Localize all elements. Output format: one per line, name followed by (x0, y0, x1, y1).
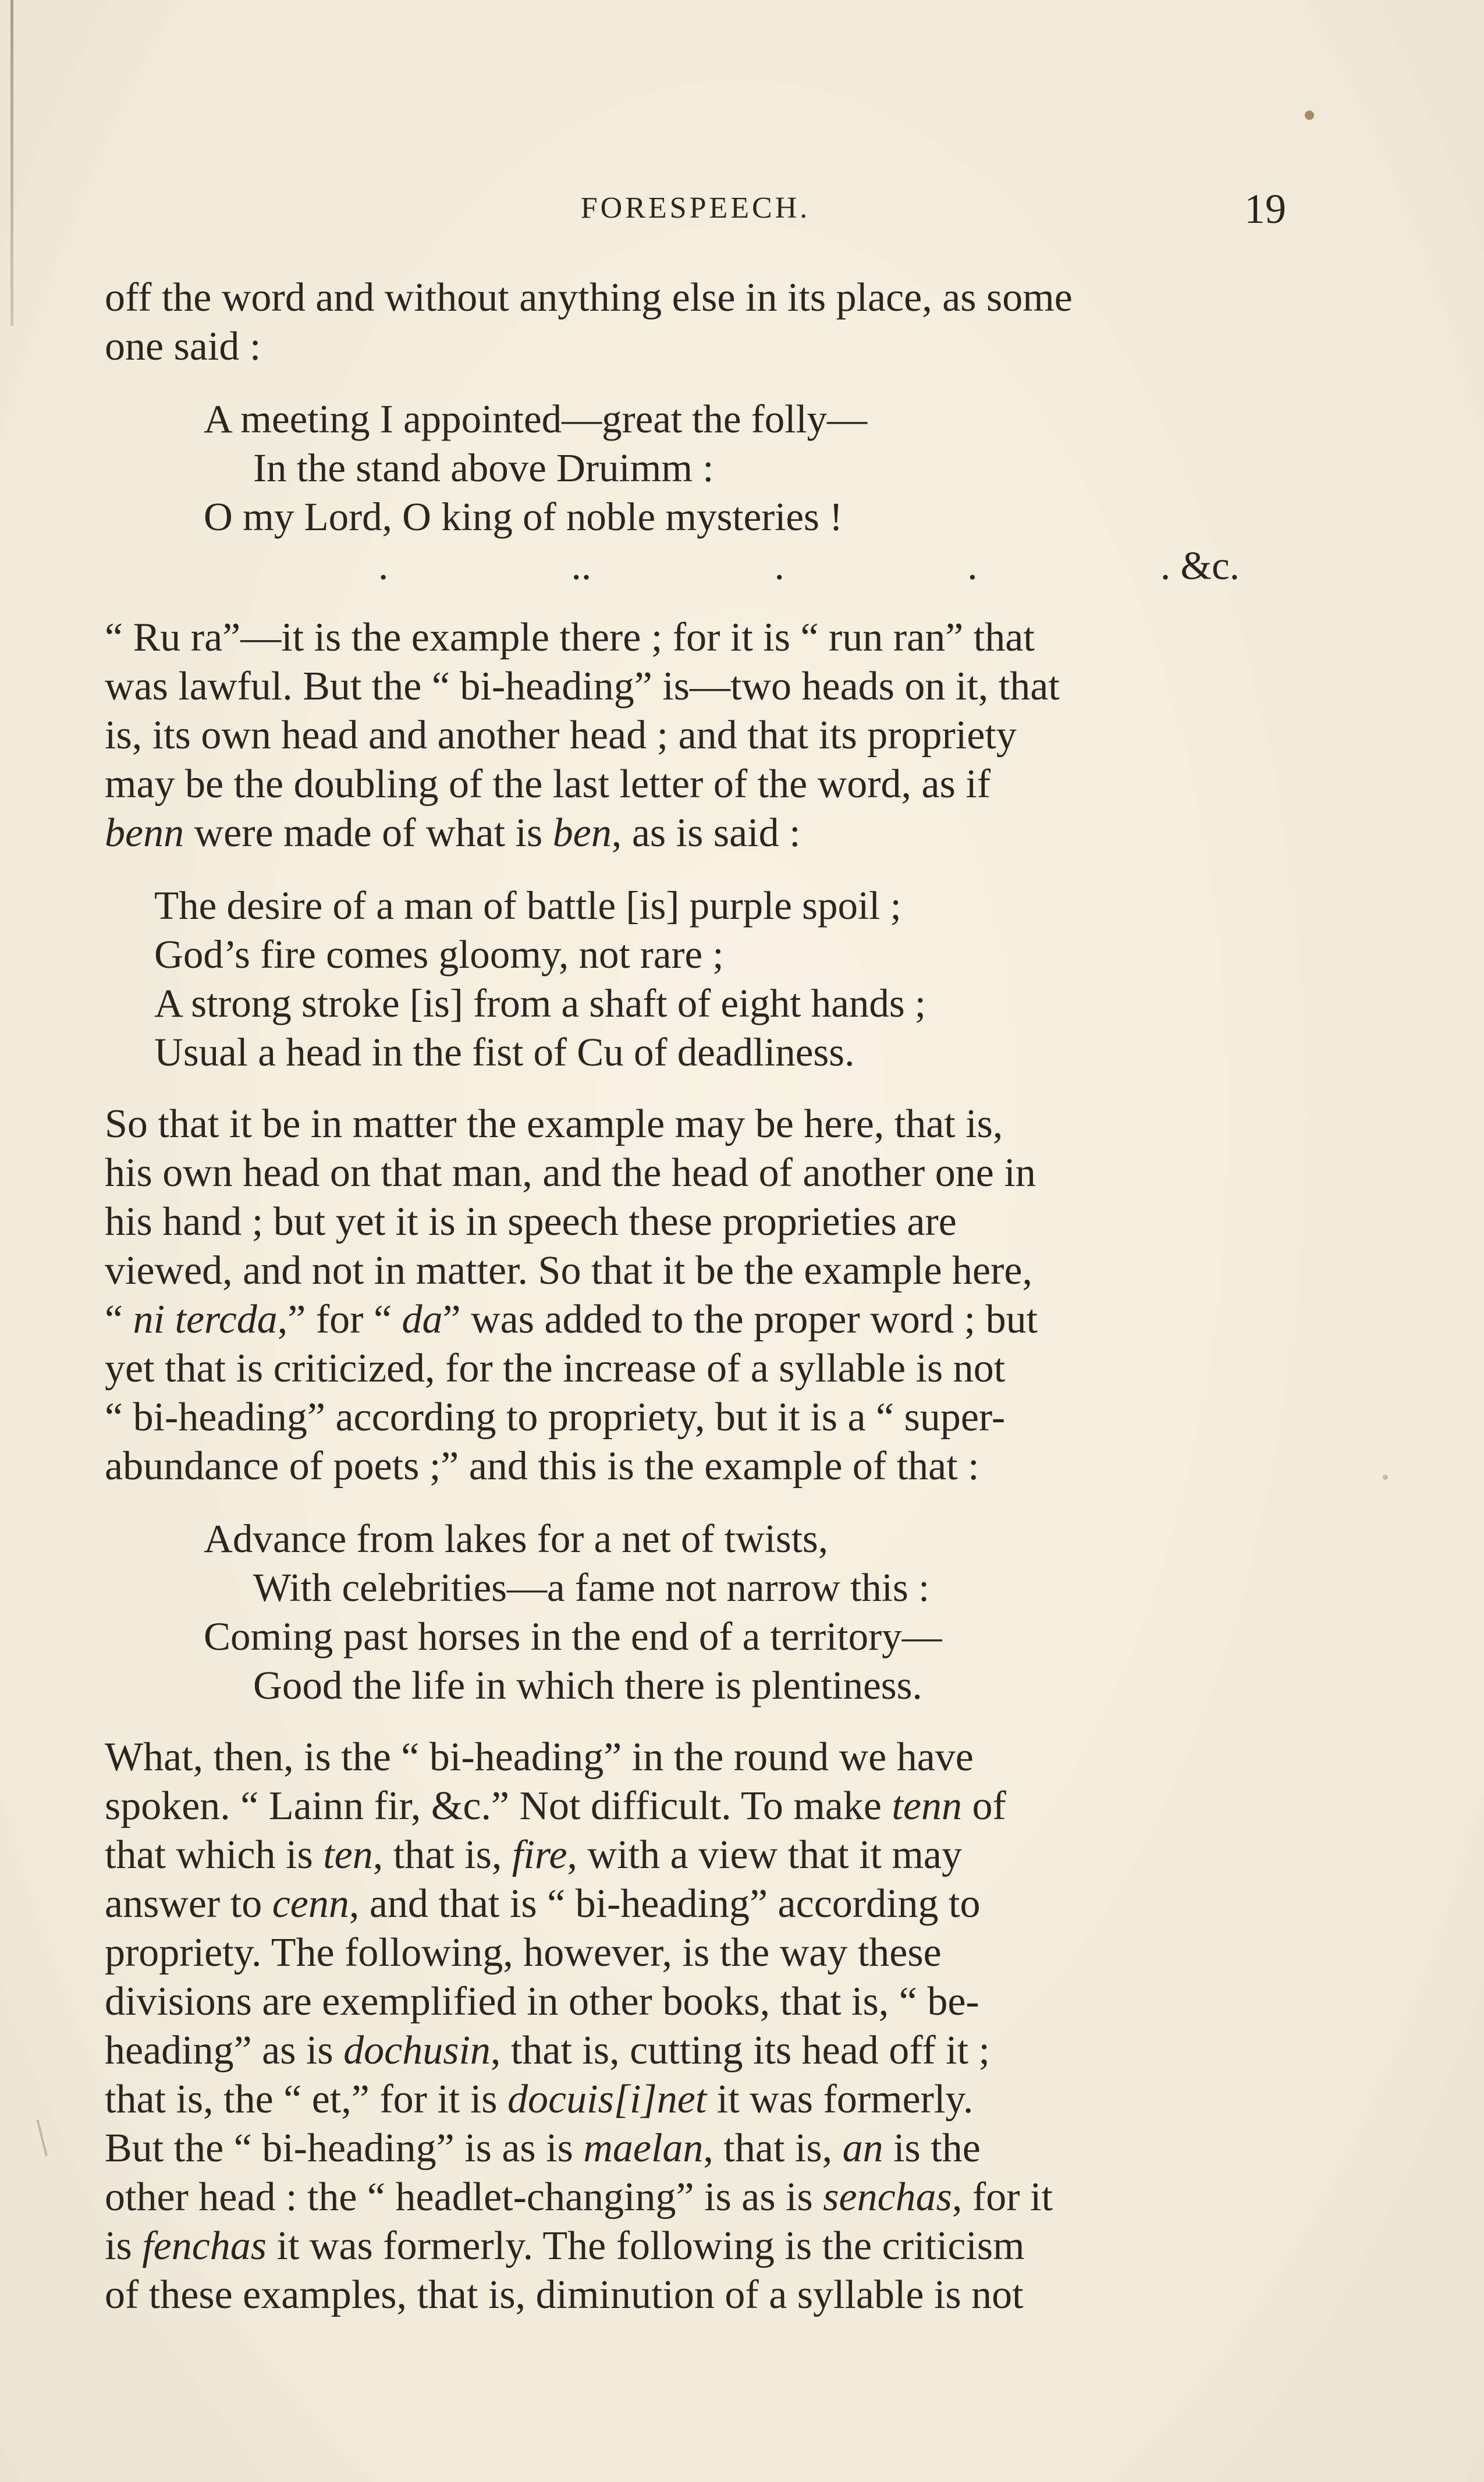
text-line: But the “ bi-heading” is as is maelan, that is, an is the (105, 2126, 981, 2171)
binding-edge (10, 0, 13, 326)
running-head: FORESPEECH. (580, 191, 811, 225)
page-header (105, 185, 1286, 237)
foxing-spot (1305, 111, 1314, 120)
text-line: other head : the “ headlet-changing” is as is senchas, for it (105, 2175, 1053, 2220)
text-line: answer to cenn, and that is “ bi-heading” according to (105, 1881, 981, 1926)
page-number: 19 (1244, 186, 1286, 232)
verse-line: A meeting I appointed—great the folly— (204, 397, 868, 441)
verse-ellipsis (378, 541, 1240, 590)
text-line: heading” as is dochusin, that is, cutting its head off it ; (105, 2028, 990, 2073)
verse-line: Usual a head in the fist of Cu of deadliness. (154, 1030, 855, 1074)
verse-line: Coming past horses in the end of a territory— (204, 1614, 942, 1659)
verse-line: In the stand above Druimm : (253, 446, 714, 490)
text-line: divisions are exemplified in other books, that is, “ be- (105, 1979, 979, 2024)
text-line: “ Ru ra”—it is the example there ; for it is “ run ran” that (105, 615, 1035, 660)
body-text (105, 274, 1286, 2320)
paragraph-1 (105, 274, 1286, 371)
text-line: his hand ; but yet it is in speech these proprieties are (105, 1199, 957, 1244)
text-line: one said : (105, 324, 261, 369)
text-line: may be the doubling of the last letter of the word, as if (105, 762, 991, 807)
ellipsis-dot: . (378, 544, 389, 588)
margin-pencil-mark (37, 2118, 56, 2156)
verse-2 (154, 881, 1286, 1077)
paragraph-4 (105, 1733, 1286, 2320)
text-line: his own head on that man, and the head of another one in (105, 1151, 1036, 1195)
foxing-spot (1383, 1475, 1388, 1480)
ellipsis-dot: .. (571, 544, 592, 588)
text-line: is, its own head and another head ; and that its propriety (105, 713, 1017, 758)
text-line: was lawful. But the “ bi-heading” is—two heads on it, that (105, 664, 1060, 709)
verse-line: A strong stroke [is] from a shaft of eight hands ; (154, 981, 926, 1025)
text-line: benn were made of what is ben, as is said : (105, 811, 801, 855)
text-line: So that it be in matter the example may be here, that is, (105, 1102, 1003, 1146)
text-line: abundance of poets ;” and this is the example of that : (105, 1444, 979, 1489)
paragraph-2 (105, 613, 1286, 858)
ellipsis-dot: . (967, 544, 978, 588)
verse-line: The desire of a man of battle [is] purple spoil ; (154, 883, 901, 928)
verse-line: God’s fire comes gloomy, not rare ; (154, 932, 724, 977)
text-line: spoken. “ Lainn fir, &c.” Not difficult. To make tenn of (105, 1784, 1006, 1828)
text-line: “ bi-heading” according to propriety, but it is a “ super- (105, 1395, 1006, 1440)
verse-line: Good the life in which there is plentiness. (253, 1663, 922, 1707)
verse-line: O my Lord, O king of noble mysteries ! (204, 495, 843, 539)
text-line: yet that is criticized, for the increase of a syllable is not (105, 1346, 1006, 1391)
paragraph-3 (105, 1100, 1286, 1491)
text-line: of these examples, that is, diminution of a syllable is not (105, 2272, 1024, 2317)
text-line: “ ni tercda,” for “ da” was added to the proper word ; but (105, 1297, 1038, 1342)
text-line: that is, the “ et,” for it is docuis[i]net it was formerly. (105, 2077, 974, 2122)
verse-3 (204, 1514, 1286, 1710)
ellipsis-dot: . (774, 544, 784, 588)
ellipsis-etc: . &c. (1160, 544, 1240, 588)
verse-line: Advance from lakes for a net of twists, (204, 1517, 829, 1561)
text-line: is fenchas it was formerly. The following is the criticism (105, 2224, 1025, 2268)
verse-1 (204, 395, 1286, 590)
text-line: off the word and without anything else in its place, as some (105, 275, 1073, 320)
text-line: viewed, and not in matter. So that it be the example here, (105, 1248, 1032, 1293)
verse-line: With celebrities—a fame not narrow this : (253, 1565, 930, 1610)
text-line: propriety. The following, however, is the way these (105, 1930, 942, 1975)
text-line: What, then, is the “ bi-heading” in the round we have (105, 1735, 974, 1780)
text-line: that which is ten, that is, fire, with a view that it may (105, 1833, 962, 1877)
